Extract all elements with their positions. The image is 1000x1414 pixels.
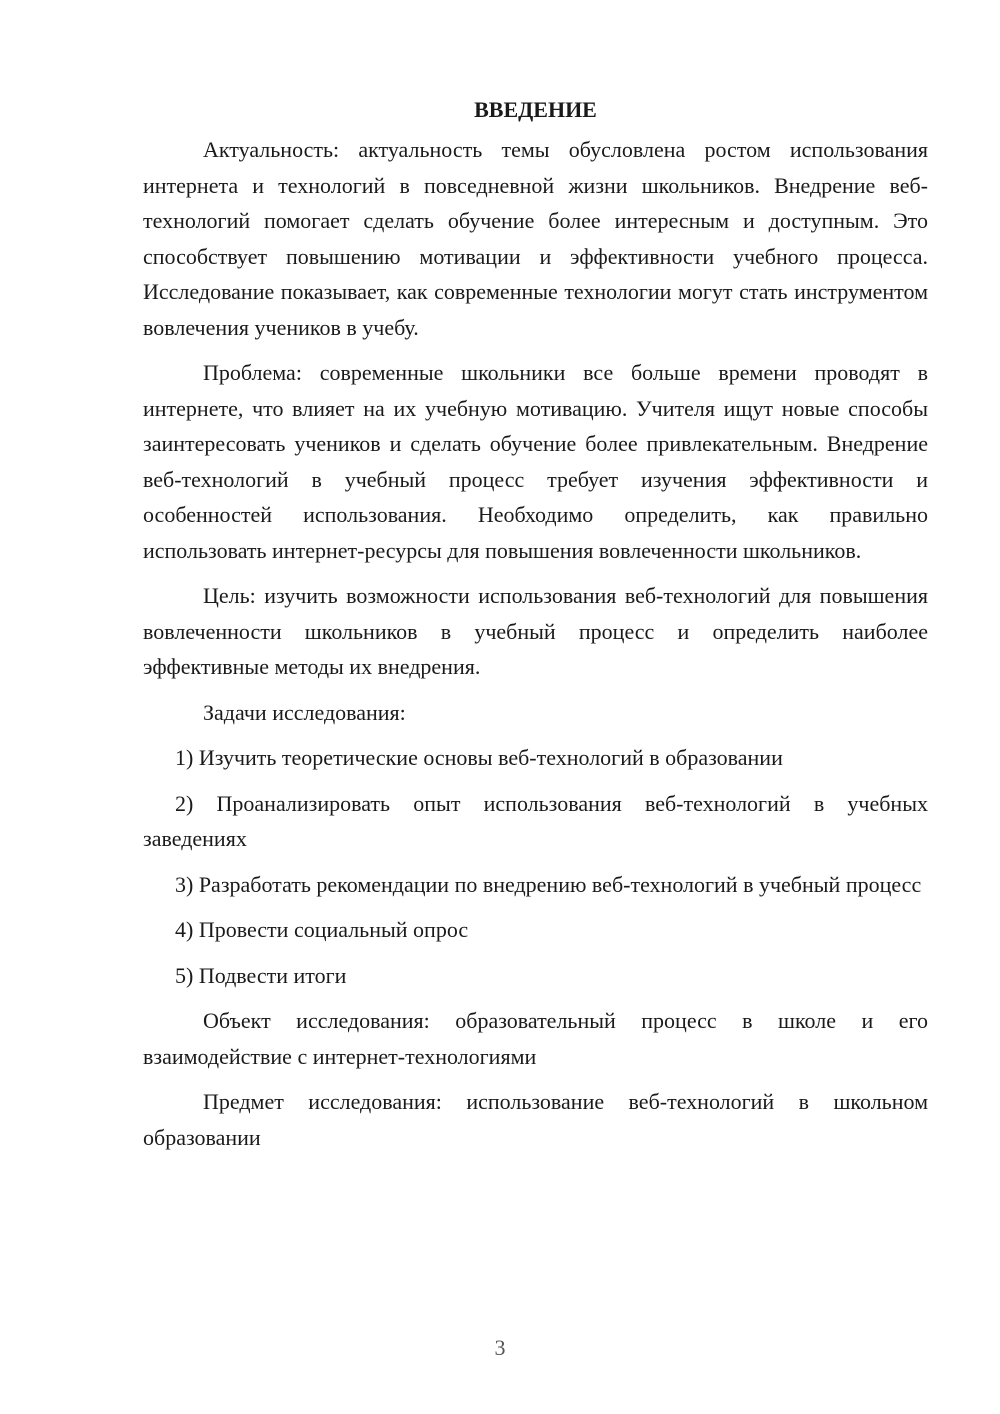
object-paragraph: Объект исследования: образовательный процесс в школе и его взаимодействие с интернет-технологиями (143, 1008, 928, 1069)
task-item: 3) Разработать рекомендации по внедрению веб-технологий в учебный процесс (175, 871, 922, 897)
relevance-paragraph: Актуальность: актуальность темы обусловлена ростом использования интернета и технологий в повседневной жизни школьников. Внедрение веб-технологий помогает сделать обучение более интересным и доступным. Это способствует повышению мотивации и эффективности учебного процесса. Исследование показывает, как современные технологии могут стать инструментом вовлечения учеников в учебу. (143, 137, 928, 340)
task-item: 4) Провести социальный опрос (175, 917, 469, 942)
task-item: 1) Изучить теоретические основы веб-технологий в образовании (175, 745, 783, 770)
document-page (143, 92, 928, 1165)
problem-paragraph: Проблема: современные школьники все больше времени проводят в интернете, что влияет на их учебную мотивацию. Учителя ищут новые способы заинтересовать учеников и сделать обучение более привлекательным. Внедрение веб-технологий в учебный процесс требует изучения эффективности и особенностей использования. Необходимо определить, как правильно использовать интернет-ресурсы для повышения вовлеченности школьников. (143, 360, 928, 563)
task-item: 5) Подвести итоги (175, 962, 347, 988)
section-title: ВВЕДЕНИЕ (474, 97, 597, 122)
task-item: 2) Проанализировать опыт использования веб-технологий в учебных заведениях (143, 790, 928, 851)
goal-paragraph: Цель: изучить возможности использования веб-технологий для повышения вовлеченности школьников в учебный процесс и определить наиболее эффективные методы их внедрения. (143, 583, 928, 679)
subject-paragraph: Предмет исследования: использование веб-технологий в школьном образовании (143, 1089, 928, 1150)
tasks-heading: Задачи исследования: (203, 699, 406, 725)
page-number: 3 (494, 1335, 506, 1360)
